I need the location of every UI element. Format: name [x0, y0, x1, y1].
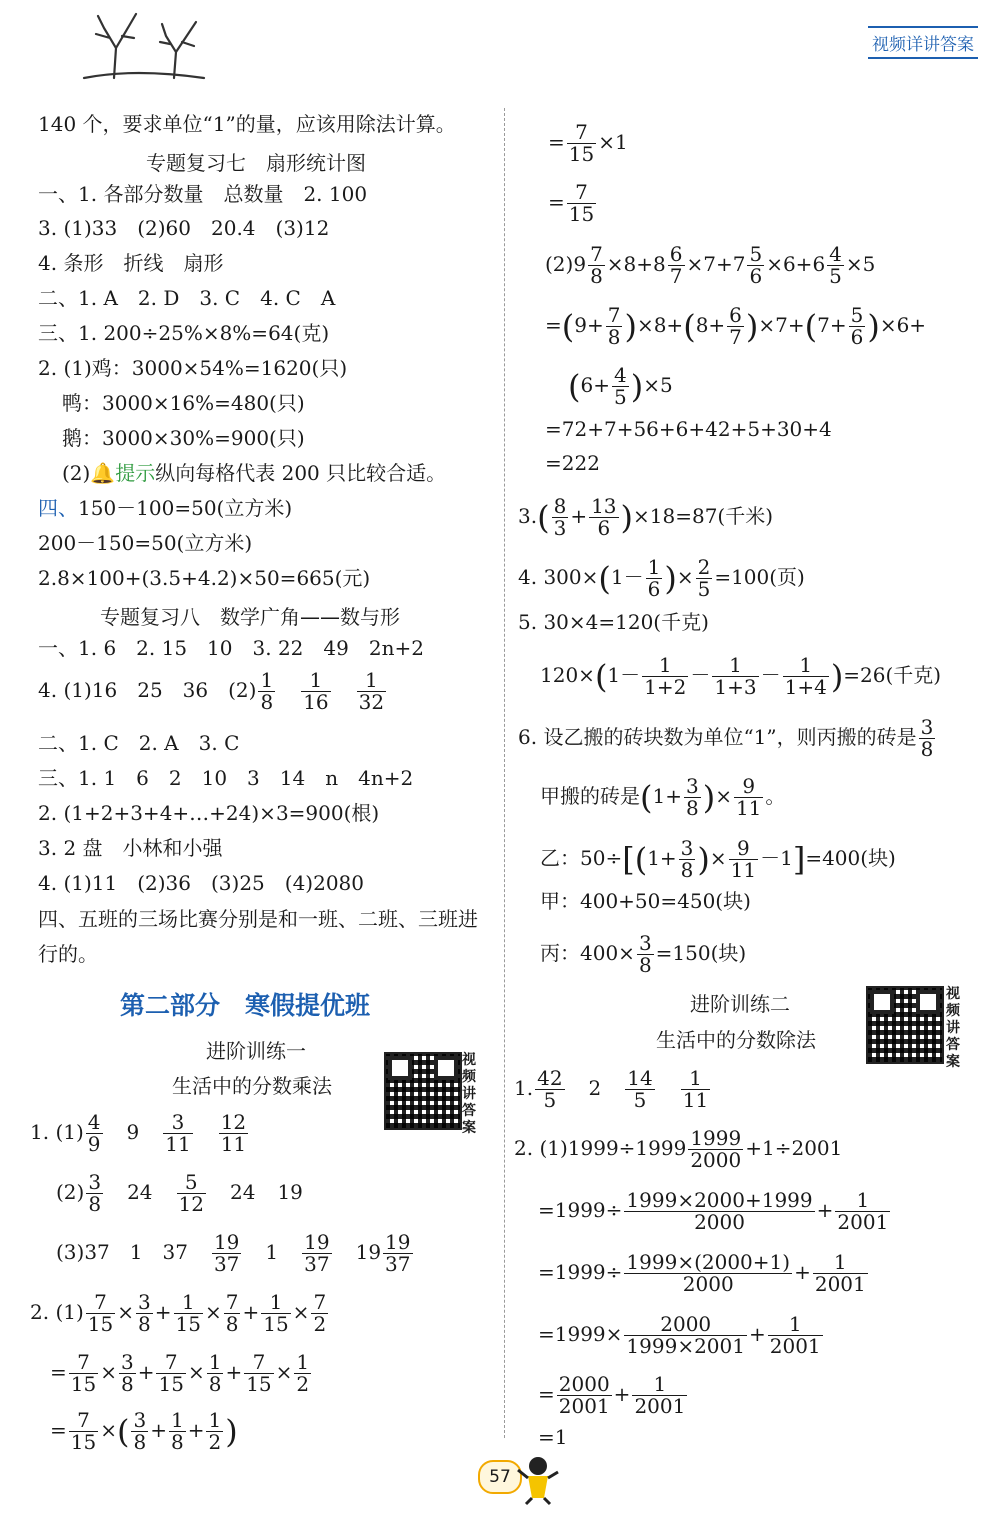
fraction: $\frac{1}{11}$	[682, 1066, 709, 1112]
fraction: $\frac{7}{2}$	[313, 1290, 327, 1336]
fraction: $\frac{12}{11}$	[220, 1110, 247, 1156]
fraction: $\frac{3}{8}$	[920, 715, 934, 761]
fraction: $\frac{4}{5}$	[613, 363, 627, 409]
answer-line: =72+7+56+6+42+5+30+4	[545, 417, 832, 441]
fraction: $\frac{7}{15}$	[70, 1408, 97, 1454]
answer-prefix: 120×	[540, 663, 595, 687]
answer-prefix: (2)	[56, 1180, 85, 1204]
tree-decoration-icon	[74, 8, 214, 80]
fraction: $\frac{1}{32}$	[358, 668, 385, 714]
answer-prefix: =	[538, 1382, 555, 1406]
hint-label: 提示	[115, 461, 156, 485]
fraction: $\frac{1999}{2000}$	[690, 1126, 742, 1172]
fraction: $\frac{1}{2}$	[296, 1350, 310, 1396]
page-number: 57	[478, 1460, 522, 1494]
section-mark: 四、	[38, 496, 78, 520]
fraction: $\frac{1}{16}$	[303, 668, 329, 714]
training-subtitle: 生活中的分数除法	[656, 1028, 816, 1052]
answer-line: =1	[538, 1425, 568, 1449]
fraction: $\frac{13}{6}$	[591, 494, 617, 540]
fraction: $\frac{4}{5}$	[829, 242, 842, 288]
answer-line: = $\frac{7}{15}$ ×1	[548, 120, 628, 166]
left-line: 四、五班的三场比赛分别是和一班、二班、三班进	[38, 907, 478, 931]
answer-line: 3.( $\frac{8}{3}$ + $\frac{13}{6}$ )×18=87(千米)	[518, 494, 774, 540]
answer-prefix: 甲搬的砖是	[540, 784, 640, 808]
fraction: $\frac{14}{5}$	[627, 1066, 653, 1112]
answer-prefix: 乙：50÷	[540, 846, 623, 870]
answer-line	[540, 933, 746, 976]
left-line: 200－150=50(立方米)	[38, 531, 253, 555]
fraction: $\frac{1}{2001}$	[769, 1312, 821, 1358]
fraction: $\frac{6}{7}$	[669, 242, 683, 288]
answer-prefix: 4. 300×	[518, 565, 599, 589]
fraction: $\frac{1}{2001}$	[634, 1372, 686, 1418]
answer-prefix: 丙：400×	[540, 941, 635, 965]
answer-prefix: 6. 设乙搬的砖块数为单位“1”，则丙搬的砖是	[518, 725, 917, 749]
training-title: 进阶训练一	[206, 1039, 306, 1063]
answer-result: +1÷2001	[745, 1136, 843, 1160]
answer-prefix: 1.	[514, 1076, 534, 1100]
fraction: $\frac{5}{6}$	[749, 242, 763, 288]
answer-line: (2) $\frac{3}{8}$ 24 $\frac{5}{12}$ 24 19	[56, 1170, 303, 1216]
answer-line: 120×(1－ $\frac{1}{1+2}$ － $\frac{1}{1+3}$ － $\frac{1}{1+4}$ )=26(千克)	[540, 653, 942, 699]
left-line: 140 个，要求单位“1”的量，应该用除法计算。	[38, 112, 456, 136]
fraction: $\frac{2000}{1999\times 2001}$	[626, 1312, 745, 1358]
fraction: $\frac{6}{7}$	[729, 303, 742, 349]
answer-line: =1999÷ $\frac{1999\times(2000+1)}{2000}$ + $\frac{1}{2001}$	[538, 1250, 866, 1296]
section-heading-8: 专题复习八 数学广角——数与形	[100, 605, 400, 629]
fraction: $\frac{1}{15}$	[175, 1290, 201, 1336]
fraction: $\frac{7}{8}$	[225, 1290, 239, 1336]
answer-line: 2. (1) $\frac{7}{15}$ × $\frac{3}{8}$ + $\frac{1}{15}$ × $\frac{7}{8}$ + $\frac{1}{15}$ × $\frac{7}{2}$	[30, 1290, 327, 1336]
answer-prefix: =	[548, 130, 565, 154]
fraction: $\frac{5}{12}$	[178, 1170, 204, 1216]
left-line	[38, 495, 292, 521]
left-line: 2. (1)鸡：3000×54%=1620(只)	[38, 356, 348, 380]
qr-code-icon[interactable]	[384, 1052, 462, 1130]
fraction: $\frac{1}{1+2}$	[644, 653, 687, 699]
answer-result: ×18=87(千米)	[633, 504, 774, 528]
left-line: 一、1. 各部分数量 总数量 2. 100	[38, 182, 368, 206]
answer-prefix: (2)9	[545, 252, 587, 276]
left-line: 4. (1)11 (2)36 (3)25 (4)2080	[38, 871, 365, 895]
part-title: 第二部分 寒假提优班	[120, 991, 371, 1020]
fraction: $\frac{42}{5}$	[537, 1066, 563, 1112]
left-line: 4. 条形 折线 扇形	[38, 251, 224, 275]
answer-result: =100(页)	[714, 565, 805, 589]
fraction: $\frac{1}{6}$	[647, 555, 661, 601]
fraction: $\frac{2}{5}$	[697, 555, 711, 601]
fraction: $\frac{1}{15}$	[263, 1290, 289, 1336]
fraction: $\frac{7}{15}$	[568, 120, 595, 166]
hint-line	[62, 460, 446, 486]
fraction: $\frac{3}{8}$	[638, 931, 652, 977]
answer-line: 甲：400+50=450(块)	[540, 889, 751, 913]
qr-code-icon[interactable]	[866, 986, 944, 1064]
fraction: $\frac{3}{8}$	[685, 774, 699, 820]
left-line	[38, 670, 388, 713]
left-line: 二、1. A 2. D 3. C 4. C A	[38, 286, 336, 310]
answer-line	[514, 1128, 842, 1171]
fraction: $\frac{5}{6}$	[850, 303, 864, 349]
answer-line: = $\frac{7}{15}$ × $\frac{3}{8}$ + $\frac{7}{15}$ × $\frac{1}{8}$ + $\frac{7}{15}$ × $\frac{1}{2}$	[50, 1350, 310, 1396]
left-line: 二、1. C 2. A 3. C	[38, 731, 240, 755]
answer-line	[548, 182, 598, 225]
fraction: $\frac{1999\times(2000+1)}{2000}$	[626, 1250, 791, 1296]
answer-line: =1999÷ $\frac{1999\times 2000+1999}{2000}$ + $\frac{1}{2001}$	[538, 1188, 889, 1234]
fraction: $\frac{9}{11}$	[735, 774, 762, 820]
fraction: $\frac{3}{8}$	[120, 1350, 134, 1396]
fraction: $\frac{1}{2}$	[208, 1408, 222, 1454]
left-line: 2.8×100+(3.5+4.2)×50=665(元)	[38, 566, 371, 590]
answer-line: =1999× $\frac{2000}{1999\times 2001}$ + $\frac{1}{2001}$	[538, 1312, 821, 1358]
qr-label: 视 频 讲 答 案	[946, 986, 960, 1070]
left-line-text: 4. (1)16 25 36 (2)	[38, 678, 257, 702]
bell-icon: 🔔	[90, 461, 116, 485]
left-line: 三、1. 200÷25%×8%=64(克)	[38, 321, 330, 345]
answer-line: =222	[545, 451, 600, 475]
answer-line: 4. 300×(1－ $\frac{1}{6}$ )× $\frac{2}{5}$ =100(页)	[518, 555, 805, 601]
fraction: $\frac{4}{9}$	[87, 1110, 101, 1156]
answer-line: = $\frac{7}{15}$ ×( $\frac{3}{8}$ + $\frac{1}{8}$ + $\frac{1}{2}$ )	[50, 1408, 238, 1454]
answer-prefix: 2. (1)	[30, 1300, 84, 1324]
hint-text: 纵向每格代表 200 只比较合适。	[155, 461, 447, 485]
fraction: $\frac{8}{3}$	[553, 494, 567, 540]
fraction: $\frac{19}{37}$	[304, 1230, 330, 1276]
answer-line: 甲搬的砖是(1+ $\frac{3}{8}$ )× $\frac{9}{11}$ 。	[540, 774, 786, 820]
fraction: $\frac{1}{1+4}$	[784, 653, 827, 699]
fraction: $\frac{9}{11}$	[730, 836, 757, 882]
answer-prefix: 1. (1)	[30, 1120, 84, 1144]
fraction: $\frac{3}{8}$	[138, 1290, 151, 1336]
fraction: $\frac{1999\times 2000+1999}{2000}$	[626, 1188, 813, 1234]
fraction: $\frac{1}{1+3}$	[714, 653, 757, 699]
fraction: $\frac{19}{37}$	[385, 1230, 411, 1276]
column-divider	[504, 108, 505, 1438]
answer-prefix: 3.	[518, 504, 538, 528]
left-line-text: 150－100=50(立方米)	[78, 496, 293, 520]
left-line: 一、1. 6 2. 15 10 3. 22 49 2n+2	[38, 636, 424, 660]
fraction: $\frac{7}{15}$	[568, 180, 595, 226]
fraction: $\frac{3}{11}$	[165, 1110, 191, 1156]
fraction: $\frac{3}{8}$	[133, 1408, 147, 1454]
answer-line: 乙：50÷[(1+ $\frac{3}{8}$ )× $\frac{9}{11}$ －1]=400(块)	[540, 836, 896, 882]
qr-label: 视 频 讲 答 案	[462, 1052, 476, 1136]
left-line: 3. (1)33 (2)60 20.4 (3)12	[38, 216, 330, 240]
answer-line	[518, 717, 937, 760]
header-right-label: 视频详讲答案	[868, 26, 978, 59]
fraction: $\frac{3}{8}$	[680, 836, 694, 882]
answer-prefix: =	[548, 190, 565, 214]
answer-prefix: =1999÷	[538, 1198, 623, 1222]
answer-line: =(9+ $\frac{7}{8}$ )×8+(8+ $\frac{6}{7}$ )×7+(7+ $\frac{5}{6}$ )×6+	[545, 303, 927, 349]
fraction: $\frac{1}{8}$	[208, 1350, 222, 1396]
fraction: $\frac{7}{8}$	[590, 242, 603, 288]
answer-line: 1. $\frac{42}{5}$ 2 $\frac{14}{5}$ $\frac{1}{11}$	[514, 1066, 709, 1112]
answer-prefix: =1999×	[538, 1322, 623, 1346]
fraction: $\frac{19}{37}$	[213, 1230, 240, 1276]
fraction: $\frac{7}{15}$	[87, 1290, 114, 1336]
answer-line: (2)9 $\frac{7}{8}$ ×8+8 $\frac{6}{7}$ ×7+7 $\frac{5}{6}$ ×6+6 $\frac{4}{5}$ ×5	[545, 242, 876, 288]
answer-line: 5. 30×4=120(千克)	[518, 610, 709, 634]
answer-line: 1. (1) $\frac{4}{9}$ 9 $\frac{3}{11}$ $\frac{12}{11}$	[30, 1110, 247, 1156]
answer-result: =400(块)	[805, 846, 896, 870]
section-heading-7: 专题复习七 扇形统计图	[146, 151, 366, 175]
fraction: $\frac{1}{8}$	[170, 1408, 184, 1454]
fraction: $\frac{1}{2001}$	[837, 1188, 889, 1234]
fraction: $\frac{1}{8}$	[260, 668, 274, 714]
fraction: $\frac{1}{2001}$	[814, 1250, 866, 1296]
fraction: $\frac{7}{8}$	[607, 303, 621, 349]
training-title: 进阶训练二	[690, 992, 790, 1016]
left-line: 鸭：3000×16%=480(只)	[62, 391, 305, 415]
fraction: $\frac{7}{15}$	[246, 1350, 272, 1396]
left-line: 3. 2 盘 小林和小强	[38, 836, 223, 860]
left-line: 三、1. 1 6 2 10 3 14 n 4n+2	[38, 766, 414, 790]
fraction: $\frac{7}{15}$	[70, 1350, 97, 1396]
answer-prefix: 2. (1)1999÷1999	[514, 1136, 687, 1160]
answer-line: (3)37 1 37 $\frac{19}{37}$ 1 $\frac{19}{37}$ 19 $\frac{19}{37}$	[56, 1230, 411, 1276]
left-line: 鹅：3000×30%=900(只)	[62, 426, 305, 450]
answer-result: =150(块)	[655, 941, 747, 965]
hint-prefix: (2)	[62, 461, 91, 485]
training-subtitle: 生活中的分数乘法	[172, 1074, 332, 1098]
answer-prefix: =1999÷	[538, 1260, 623, 1284]
answer-result: =26(千克)	[843, 663, 942, 687]
fraction: $\frac{2000}{2001}$	[558, 1372, 610, 1418]
fraction: $\frac{3}{8}$	[88, 1170, 102, 1216]
answer-prefix: (3)37 1 37	[56, 1240, 188, 1264]
fraction: $\frac{7}{15}$	[158, 1350, 184, 1396]
left-line: 2. (1+2+3+4+…+24)×3=900(根)	[38, 801, 380, 825]
left-line: 行的。	[38, 942, 98, 966]
answer-line: (6+ $\frac{4}{5}$ )×5	[568, 363, 673, 409]
answer-line: = $\frac{2000}{2001}$ + $\frac{1}{2001}$	[538, 1372, 686, 1418]
mascot-icon	[514, 1448, 562, 1506]
